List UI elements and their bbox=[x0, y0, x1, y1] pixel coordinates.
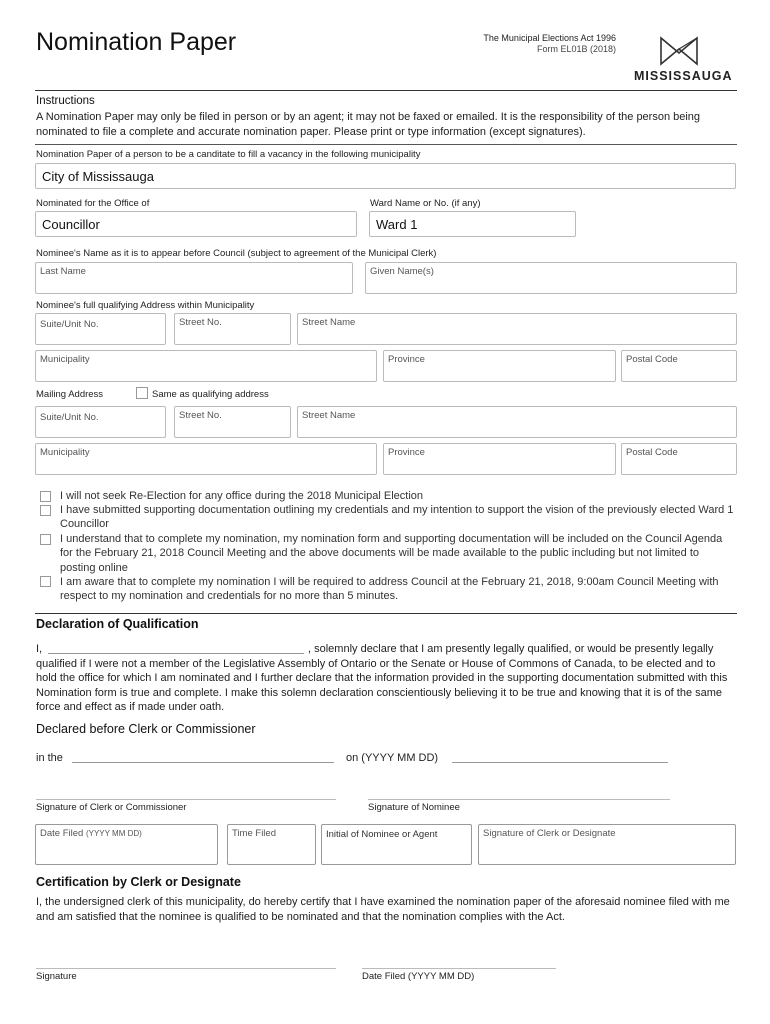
qa-suite-label: Suite/Unit No. bbox=[40, 319, 99, 330]
nominee-signature-label: Signature of Nominee bbox=[368, 802, 460, 813]
time-filed-box[interactable] bbox=[227, 824, 316, 865]
header-divider bbox=[35, 90, 737, 91]
date-filed-box[interactable] bbox=[35, 824, 218, 865]
ward-field[interactable] bbox=[369, 211, 576, 237]
clerk-designate-signature-box[interactable] bbox=[478, 824, 736, 865]
ma-suite-label: Suite/Unit No. bbox=[40, 412, 99, 423]
qa-street-name-field[interactable] bbox=[297, 313, 737, 345]
agenda-text: I understand that to complete my nomination, my nomination form and supporting documentation will be included on the Council Agenda for the February 21, 2018 Council Meeting and the above documents will be made available to the public including but not limited to posting online bbox=[60, 533, 723, 574]
on-date-line[interactable] bbox=[452, 762, 668, 763]
no-reelection-text: I will not seek Re-Election for any office during the 2018 Municipal Election bbox=[60, 490, 423, 502]
instructions-divider bbox=[35, 144, 737, 145]
qa-province-label: Province bbox=[388, 354, 425, 365]
documentation-text: I have submitted supporting documentation outlining my credentials and my intention to support the vision of the previously elected Ward 1 Councillor bbox=[60, 504, 734, 531]
nominee-signature-line[interactable] bbox=[368, 799, 670, 800]
address-council-checkbox[interactable] bbox=[40, 576, 51, 587]
same-as-qualifying-checkbox[interactable] bbox=[136, 387, 148, 399]
declaration-prefix: I, bbox=[36, 643, 43, 655]
last-name-label: Last Name bbox=[40, 266, 86, 277]
certification-date-line[interactable] bbox=[362, 968, 556, 969]
instructions-heading: Instructions bbox=[36, 95, 95, 107]
no-reelection-checkbox[interactable] bbox=[40, 491, 51, 502]
page-title: Nomination Paper bbox=[36, 28, 237, 56]
last-name-field[interactable] bbox=[35, 262, 353, 294]
time-filed-label: Time Filed bbox=[232, 828, 276, 839]
certification-text: I, the undersigned clerk of this municipality, do hereby certify that I have examined the nomination paper of the aforesaid nominee filed with me and am satisfied that the nominee is qualified to be nominated and that the nomination complies with the Act. bbox=[36, 896, 730, 923]
ma-street-no-field[interactable] bbox=[174, 406, 291, 438]
in-the-line[interactable] bbox=[72, 762, 334, 763]
ma-postal-code-field[interactable] bbox=[621, 443, 737, 475]
qa-municipality-label: Municipality bbox=[40, 354, 90, 365]
given-names-field[interactable] bbox=[365, 262, 737, 294]
ma-street-no-label: Street No. bbox=[179, 410, 222, 421]
date-filed-label bbox=[40, 828, 142, 839]
agenda-checkbox[interactable] bbox=[40, 534, 51, 545]
certification-signature-line[interactable] bbox=[36, 968, 336, 969]
clerk-signature-line[interactable] bbox=[36, 799, 336, 800]
municipality-value: City of Mississauga bbox=[42, 169, 154, 184]
qa-street-no-field[interactable] bbox=[174, 313, 291, 345]
certification-signature-label: Signature bbox=[36, 971, 77, 982]
qualifying-address-label: Nominee's full qualifying Address within Municipality bbox=[36, 300, 255, 311]
declaration-text: , solemnly declare that I am presently legally qualified, or would be presently legally qualified if I were not a member of the Legislative Assembly of Ontario or the Senate or House of Commons of Canada, to be elected and to hold the office for which I am nominated and I further declare that the information provided in the supporting documentation submitted with this Nomination form is true and complete. I make this solemn declaration conscientiously believing it to be true and knowing that it is of the same force and effect as if made under oath. bbox=[36, 643, 728, 713]
ma-street-name-field[interactable] bbox=[297, 406, 737, 438]
clerk-signature-label: Signature of Clerk or Commissioner bbox=[36, 802, 187, 813]
qa-street-name-label: Street Name bbox=[302, 317, 356, 328]
ma-province-field[interactable] bbox=[383, 443, 616, 475]
initial-label: Initial of Nominee or Agent bbox=[326, 829, 438, 840]
declared-before-heading: Declared before Clerk or Commissioner bbox=[36, 722, 256, 736]
ma-province-label: Province bbox=[388, 447, 425, 458]
municipality-field[interactable] bbox=[35, 163, 736, 189]
qa-municipality-field[interactable] bbox=[35, 350, 377, 382]
form-number: Form EL01B (2018) bbox=[536, 44, 616, 54]
ward-label: Ward Name or No. (if any) bbox=[370, 198, 481, 209]
certification-heading: Certification by Clerk or Designate bbox=[36, 875, 241, 889]
mississauga-logo bbox=[634, 36, 733, 83]
certification-date-label: Date Filed (YYYY MM DD) bbox=[362, 971, 475, 982]
ma-municipality-field[interactable] bbox=[35, 443, 377, 475]
nominee-name-label: Nominee's Name as it is to appear before Council (subject to agreement of the Municipal Clerk) bbox=[36, 248, 437, 259]
office-label: Nominated for the Office of bbox=[36, 198, 150, 209]
given-names-label: Given Name(s) bbox=[370, 266, 434, 277]
documentation-checkbox[interactable] bbox=[40, 505, 51, 516]
qa-postal-code-field[interactable] bbox=[621, 350, 737, 382]
declaration-heading: Declaration of Qualification bbox=[36, 617, 199, 631]
in-the-label: in the bbox=[36, 752, 63, 764]
ma-suite-field[interactable] bbox=[35, 406, 166, 438]
initial-box[interactable] bbox=[321, 824, 472, 865]
qa-suite-field[interactable] bbox=[35, 313, 166, 345]
on-date-label: on (YYYY MM DD) bbox=[346, 752, 439, 764]
office-field[interactable] bbox=[35, 211, 357, 237]
instructions-text: A Nomination Paper may only be filed in person or by an agent; it may not be faxed or emailed. It is the responsibility of the person being nominated to file a complete and accurate nomination paper. Please print or type information (except signatures). bbox=[36, 111, 701, 138]
mississauga-logo-icon bbox=[658, 36, 700, 66]
ma-postal-code-label: Postal Code bbox=[626, 447, 678, 458]
office-value: Councillor bbox=[42, 217, 100, 232]
ward-value: Ward 1 bbox=[376, 217, 418, 232]
qa-postal-code-label: Postal Code bbox=[626, 354, 678, 365]
logo-wordmark: MISSISSAUGA bbox=[634, 69, 733, 83]
address-council-text: I am aware that to complete my nomination I will be required to address Council at the February 21, 2018, 9:00am Council Meeting with respect to my nomination and credentials for no more than 5 minutes. bbox=[60, 576, 719, 603]
clerk-designate-signature-label: Signature of Clerk or Designate bbox=[483, 828, 616, 839]
checkbox-divider bbox=[35, 613, 737, 614]
act-reference: The Municipal Elections Act 1996 bbox=[483, 33, 616, 43]
same-as-qualifying-label: Same as qualifying address bbox=[152, 389, 269, 400]
ma-municipality-label: Municipality bbox=[40, 447, 90, 458]
municipality-label: Nomination Paper of a person to be a canditate to fill a vacancy in the following municipality bbox=[36, 149, 421, 160]
qa-street-no-label: Street No. bbox=[179, 317, 222, 328]
mailing-address-label: Mailing Address bbox=[36, 389, 104, 400]
qa-province-field[interactable] bbox=[383, 350, 616, 382]
date-filed-text: Date Filed bbox=[40, 828, 84, 839]
date-filed-format: (YYYY MM DD) bbox=[85, 829, 142, 838]
ma-street-name-label: Street Name bbox=[302, 410, 356, 421]
